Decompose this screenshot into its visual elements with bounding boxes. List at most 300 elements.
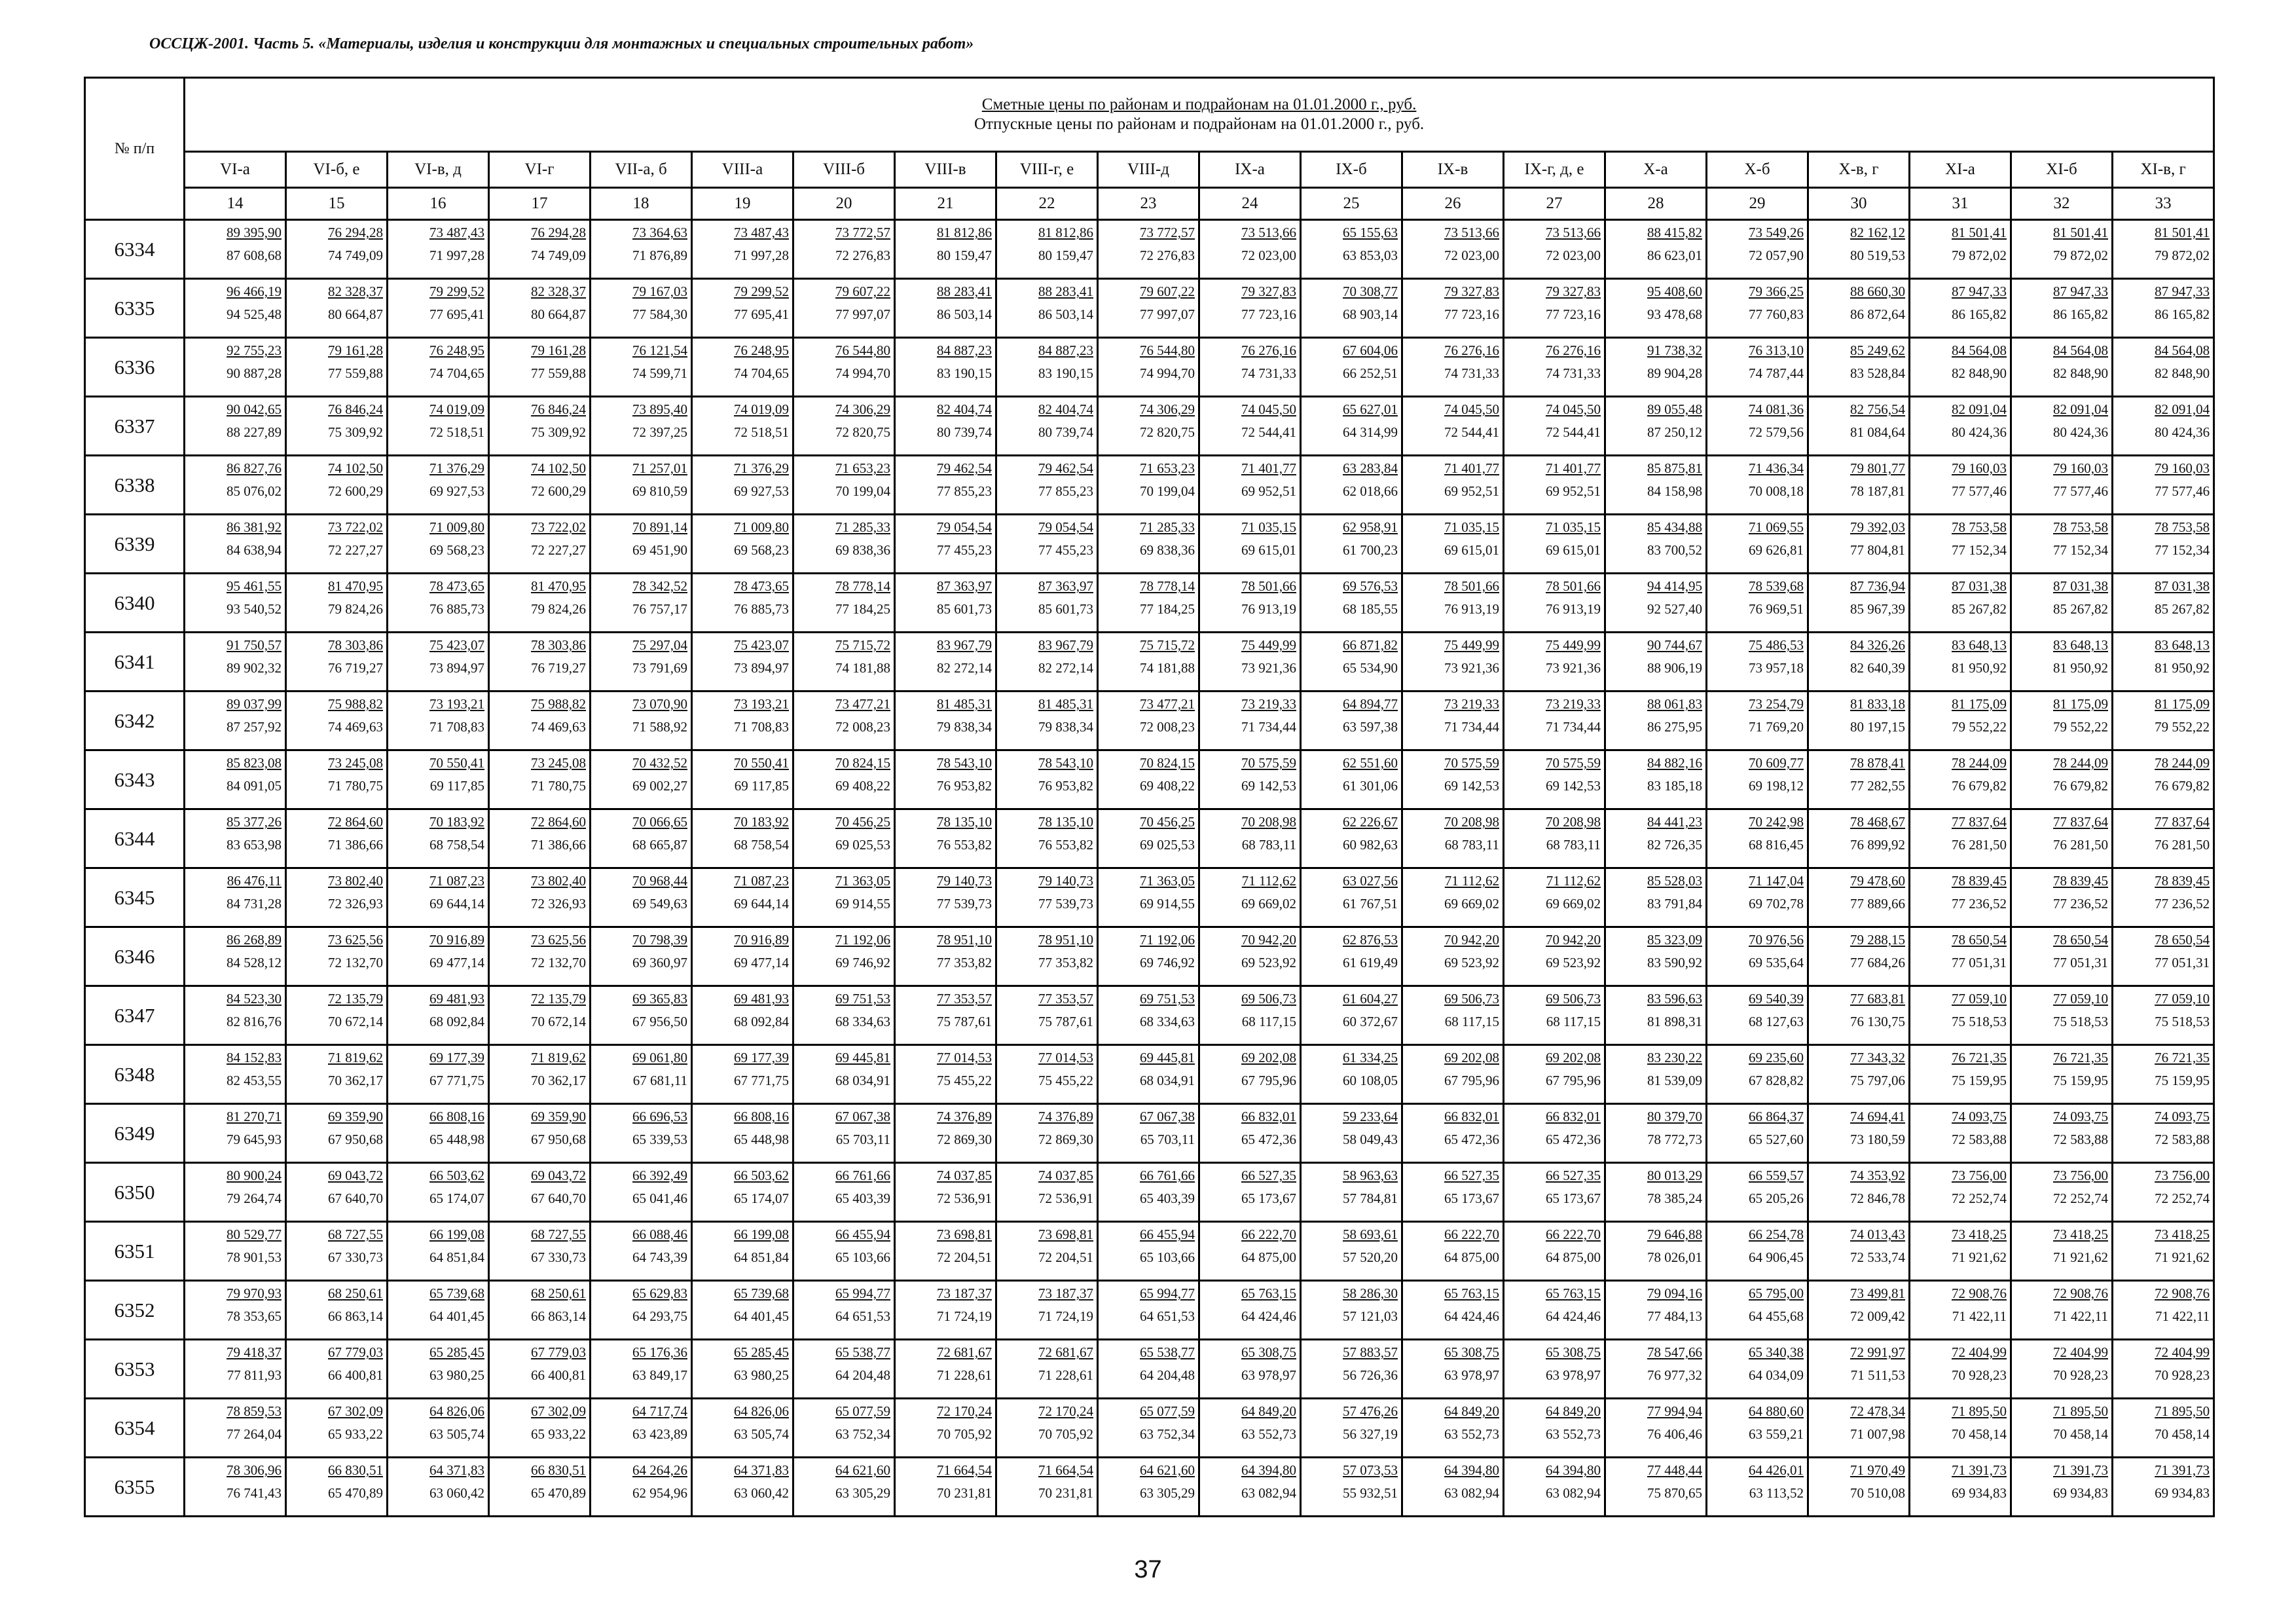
estimate-price: 78 135,10 bbox=[937, 814, 992, 830]
estimate-price-wrap bbox=[1910, 1164, 2010, 1183]
estimate-price: 81 501,41 bbox=[2155, 225, 2210, 240]
row-number: 6343 bbox=[85, 750, 185, 809]
district-header: VIII-а bbox=[692, 152, 793, 188]
estimate-price: 73 219,33 bbox=[1546, 696, 1601, 712]
release-price: 65 703,11 bbox=[1140, 1132, 1195, 1147]
estimate-price-wrap bbox=[1200, 869, 1300, 888]
release-price: 60 372,67 bbox=[1343, 1014, 1398, 1029]
estimate-price: 70 891,14 bbox=[632, 519, 687, 535]
price-cell bbox=[1504, 809, 1605, 868]
price-cell bbox=[489, 338, 591, 397]
estimate-price: 71 436,34 bbox=[1749, 460, 1804, 476]
estimate-price: 73 756,00 bbox=[2155, 1168, 2210, 1183]
estimate-price: 71 112,62 bbox=[1546, 873, 1601, 889]
release-price: 72 326,93 bbox=[328, 896, 383, 912]
table-row bbox=[85, 1104, 2214, 1163]
estimate-price: 58 286,30 bbox=[1343, 1285, 1398, 1301]
estimate-price-wrap bbox=[794, 1458, 894, 1477]
estimate-price: 78 468,67 bbox=[1850, 814, 1905, 830]
price-cell bbox=[489, 220, 591, 279]
release-price: 69 952,51 bbox=[1444, 483, 1499, 499]
price-cell bbox=[1504, 986, 1605, 1045]
district-header-row bbox=[85, 152, 2214, 188]
price-cell bbox=[185, 986, 286, 1045]
estimate-price-wrap bbox=[490, 987, 589, 1006]
estimate-price: 71 391,73 bbox=[1952, 1462, 2007, 1478]
release-price: 72 276,83 bbox=[835, 248, 890, 263]
estimate-price: 79 462,54 bbox=[937, 460, 992, 476]
release-price: 71 422,11 bbox=[2053, 1308, 2108, 1324]
estimate-price: 75 715,72 bbox=[1140, 637, 1195, 653]
release-price: 81 539,09 bbox=[1647, 1073, 1702, 1088]
estimate-price-wrap bbox=[1403, 1223, 1503, 1242]
estimate-price: 72 991,97 bbox=[1850, 1344, 1905, 1360]
price-cell bbox=[1910, 868, 2011, 927]
price-cell bbox=[1808, 279, 1910, 338]
release-price: 76 913,19 bbox=[1546, 601, 1601, 617]
price-cell bbox=[591, 397, 692, 456]
release-price: 77 484,13 bbox=[1647, 1308, 1702, 1324]
estimate-price-wrap bbox=[1707, 633, 1807, 652]
estimate-price-wrap bbox=[287, 397, 386, 416]
table-row bbox=[85, 1458, 2214, 1517]
release-price: 67 828,82 bbox=[1749, 1073, 1804, 1088]
estimate-price-wrap bbox=[1403, 1458, 1503, 1477]
estimate-price: 72 404,99 bbox=[2053, 1344, 2108, 1360]
estimate-price-wrap bbox=[1403, 397, 1503, 416]
release-price: 69 002,27 bbox=[632, 778, 687, 794]
estimate-price: 89 395,90 bbox=[227, 225, 282, 240]
price-cell bbox=[996, 1104, 1098, 1163]
estimate-price-wrap bbox=[896, 280, 995, 299]
price-cell bbox=[286, 692, 388, 750]
estimate-price: 70 575,59 bbox=[1546, 755, 1601, 771]
estimate-price: 91 738,32 bbox=[1647, 342, 1702, 358]
price-cell bbox=[1301, 692, 1402, 750]
estimate-price-wrap bbox=[1606, 1046, 1705, 1065]
estimate-price: 71 192,06 bbox=[1140, 932, 1195, 948]
estimate-price: 66 199,08 bbox=[429, 1227, 484, 1242]
estimate-price-wrap bbox=[1504, 1105, 1604, 1124]
estimate-price: 66 559,57 bbox=[1749, 1168, 1804, 1183]
release-price: 73 894,97 bbox=[429, 660, 484, 676]
estimate-price: 76 721,35 bbox=[2053, 1050, 2108, 1065]
estimate-price-wrap bbox=[388, 456, 488, 475]
price-cell bbox=[2011, 750, 2113, 809]
estimate-price-wrap bbox=[693, 928, 792, 947]
release-price: 77 695,41 bbox=[429, 306, 484, 322]
estimate-price: 73 418,25 bbox=[2155, 1227, 2210, 1242]
column-number: 26 bbox=[1402, 188, 1504, 220]
estimate-price: 86 476,11 bbox=[227, 873, 282, 889]
price-cell bbox=[1199, 1340, 1301, 1399]
release-price: 94 525,48 bbox=[227, 306, 282, 322]
estimate-price: 79 392,03 bbox=[1850, 519, 1905, 535]
price-cell bbox=[2113, 868, 2214, 927]
estimate-price-wrap bbox=[1302, 692, 1401, 711]
release-price: 79 872,02 bbox=[2155, 248, 2210, 263]
release-price: 72 009,42 bbox=[1850, 1308, 1905, 1324]
estimate-price-wrap bbox=[896, 1046, 995, 1065]
release-price: 65 103,66 bbox=[1140, 1249, 1195, 1265]
estimate-price: 65 994,77 bbox=[835, 1285, 890, 1301]
release-price: 67 956,50 bbox=[632, 1014, 687, 1029]
estimate-price: 83 967,79 bbox=[937, 637, 992, 653]
estimate-price: 78 650,54 bbox=[2155, 932, 2210, 948]
release-price: 75 455,22 bbox=[1038, 1073, 1093, 1088]
estimate-price: 95 461,55 bbox=[227, 578, 282, 594]
estimate-price: 73 187,37 bbox=[937, 1285, 992, 1301]
release-price: 80 424,36 bbox=[2053, 424, 2108, 440]
estimate-price-wrap bbox=[997, 397, 1097, 416]
estimate-price-wrap bbox=[2113, 574, 2213, 593]
price-cell bbox=[1402, 1163, 1504, 1222]
price-cell bbox=[388, 750, 489, 809]
price-cell bbox=[2011, 868, 2113, 927]
release-price: 64 424,46 bbox=[1546, 1308, 1601, 1324]
release-price: 65 703,11 bbox=[835, 1132, 890, 1147]
estimate-price: 76 544,80 bbox=[835, 342, 890, 358]
estimate-price: 69 061,80 bbox=[632, 1050, 687, 1065]
release-price: 72 544,41 bbox=[1546, 424, 1601, 440]
estimate-price-wrap bbox=[490, 1046, 589, 1065]
release-price: 77 184,25 bbox=[1140, 601, 1195, 617]
estimate-price-wrap bbox=[1200, 1340, 1300, 1359]
price-cell bbox=[1199, 1045, 1301, 1104]
price-cell bbox=[489, 927, 591, 986]
estimate-price: 67 302,09 bbox=[531, 1403, 586, 1419]
estimate-price: 76 248,95 bbox=[734, 342, 789, 358]
estimate-price-wrap bbox=[287, 1164, 386, 1183]
release-price: 71 921,62 bbox=[2155, 1249, 2210, 1265]
price-cell bbox=[2011, 1163, 2113, 1222]
price-cell bbox=[1910, 397, 2011, 456]
release-price: 75 159,95 bbox=[2053, 1073, 2108, 1088]
release-price: 80 739,74 bbox=[1038, 424, 1093, 440]
estimate-price-wrap bbox=[490, 574, 589, 593]
price-cell bbox=[1707, 456, 1808, 515]
estimate-price: 71 257,01 bbox=[632, 460, 687, 476]
release-price: 69 523,92 bbox=[1546, 955, 1601, 970]
estimate-price-wrap bbox=[591, 280, 691, 299]
release-price: 74 994,70 bbox=[835, 365, 890, 381]
estimate-price-wrap bbox=[591, 928, 691, 947]
estimate-price-wrap bbox=[591, 633, 691, 652]
estimate-price-wrap bbox=[1707, 1458, 1807, 1477]
release-price: 63 305,29 bbox=[835, 1485, 890, 1501]
price-cell bbox=[591, 633, 692, 692]
estimate-price-wrap bbox=[490, 810, 589, 829]
estimate-price-wrap bbox=[1809, 221, 1908, 240]
estimate-price: 80 529,77 bbox=[227, 1227, 282, 1242]
estimate-price-wrap bbox=[1910, 751, 2010, 770]
price-cell bbox=[1605, 220, 1707, 279]
price-cell bbox=[1504, 220, 1605, 279]
estimate-price-wrap bbox=[1910, 280, 2010, 299]
price-cell bbox=[1910, 1045, 2011, 1104]
estimate-price-wrap bbox=[1809, 1223, 1908, 1242]
estimate-price-header: Сметные цены по районам и подрайонам на 01.01.2000 г., руб. bbox=[981, 96, 1417, 113]
price-cell bbox=[1199, 1399, 1301, 1458]
estimate-price: 66 864,37 bbox=[1749, 1109, 1804, 1124]
estimate-price: 65 763,15 bbox=[1444, 1285, 1499, 1301]
release-price: 67 795,96 bbox=[1444, 1073, 1499, 1088]
estimate-price-wrap bbox=[1099, 339, 1198, 358]
price-cell bbox=[996, 1458, 1098, 1517]
release-price: 56 726,36 bbox=[1343, 1367, 1398, 1383]
estimate-price: 78 543,10 bbox=[937, 755, 992, 771]
release-price: 69 644,14 bbox=[734, 896, 789, 912]
estimate-price-wrap bbox=[693, 1458, 792, 1477]
release-price: 68 903,14 bbox=[1343, 306, 1398, 322]
price-cell bbox=[996, 515, 1098, 574]
estimate-price: 71 391,73 bbox=[2053, 1462, 2108, 1478]
estimate-price: 66 392,49 bbox=[632, 1168, 687, 1183]
release-price: 69 117,85 bbox=[734, 778, 789, 794]
price-cell bbox=[1199, 927, 1301, 986]
price-cell bbox=[1910, 456, 2011, 515]
price-cell bbox=[1402, 338, 1504, 397]
column-number: 15 bbox=[286, 188, 388, 220]
release-price: 68 758,54 bbox=[734, 837, 789, 853]
estimate-price: 69 481,93 bbox=[734, 991, 789, 1006]
release-price: 72 252,74 bbox=[2155, 1190, 2210, 1206]
release-price: 70 362,17 bbox=[328, 1073, 383, 1088]
estimate-price: 71 895,50 bbox=[1952, 1403, 2007, 1419]
price-cell bbox=[1098, 456, 1199, 515]
price-cell bbox=[1301, 1399, 1402, 1458]
price-cell bbox=[1301, 1458, 1402, 1517]
estimate-price: 71 819,62 bbox=[531, 1050, 586, 1065]
price-cell bbox=[1402, 456, 1504, 515]
price-cell bbox=[2113, 1163, 2214, 1222]
estimate-price-wrap bbox=[997, 574, 1097, 593]
release-price: 63 082,94 bbox=[1546, 1485, 1601, 1501]
price-cell bbox=[1707, 574, 1808, 633]
price-cell bbox=[1301, 1104, 1402, 1163]
release-price: 63 980,25 bbox=[429, 1367, 484, 1383]
release-price: 63 980,25 bbox=[734, 1367, 789, 1383]
release-price: 70 458,14 bbox=[1952, 1426, 2007, 1442]
row-number: 6352 bbox=[85, 1281, 185, 1340]
release-price: 72 869,30 bbox=[937, 1132, 992, 1147]
price-cell bbox=[1199, 338, 1301, 397]
estimate-price-wrap bbox=[896, 515, 995, 534]
release-price: 77 559,88 bbox=[531, 365, 586, 381]
release-price: 86 275,95 bbox=[1647, 719, 1702, 735]
release-price: 82 848,90 bbox=[2053, 365, 2108, 381]
release-price: 65 448,98 bbox=[429, 1132, 484, 1147]
release-price: 85 601,73 bbox=[1038, 601, 1093, 617]
price-cell bbox=[591, 515, 692, 574]
price-cell bbox=[489, 633, 591, 692]
estimate-price-wrap bbox=[997, 810, 1097, 829]
release-price: 65 174,07 bbox=[734, 1190, 789, 1206]
estimate-price: 64 394,80 bbox=[1546, 1462, 1601, 1478]
estimate-price: 81 175,09 bbox=[2155, 696, 2210, 712]
estimate-price: 70 208,98 bbox=[1444, 814, 1499, 830]
price-cell bbox=[1402, 750, 1504, 809]
price-cell bbox=[489, 1104, 591, 1163]
release-price: 93 478,68 bbox=[1647, 306, 1702, 322]
release-price: 66 252,51 bbox=[1343, 365, 1398, 381]
estimate-price: 73 477,21 bbox=[1140, 696, 1195, 712]
estimate-price-wrap bbox=[490, 339, 589, 358]
estimate-price-wrap bbox=[287, 987, 386, 1006]
price-cell bbox=[1504, 1399, 1605, 1458]
price-cell bbox=[489, 456, 591, 515]
estimate-price: 77 448,44 bbox=[1647, 1462, 1702, 1478]
estimate-price-wrap bbox=[2012, 339, 2111, 358]
estimate-price: 70 550,41 bbox=[734, 755, 789, 771]
price-cell bbox=[1098, 1458, 1199, 1517]
price-cell bbox=[489, 1458, 591, 1517]
estimate-price: 73 802,40 bbox=[531, 873, 586, 889]
estimate-price: 82 091,04 bbox=[2155, 401, 2210, 417]
estimate-price-wrap bbox=[2113, 633, 2213, 652]
estimate-price: 69 177,39 bbox=[429, 1050, 484, 1065]
estimate-price-wrap bbox=[2012, 1046, 2111, 1065]
price-cell bbox=[1402, 868, 1504, 927]
price-cell bbox=[793, 1281, 895, 1340]
estimate-price: 66 503,62 bbox=[429, 1168, 484, 1183]
estimate-price: 66 254,78 bbox=[1749, 1227, 1804, 1242]
estimate-price: 67 604,06 bbox=[1343, 342, 1398, 358]
release-price: 65 103,66 bbox=[835, 1249, 890, 1265]
estimate-price: 79 327,83 bbox=[1546, 284, 1601, 299]
release-price: 74 749,09 bbox=[328, 248, 383, 263]
release-price: 76 913,19 bbox=[1241, 601, 1296, 617]
estimate-price-wrap bbox=[591, 1340, 691, 1359]
estimate-price: 58 693,61 bbox=[1343, 1227, 1398, 1242]
estimate-price-wrap bbox=[1606, 397, 1705, 416]
estimate-price-wrap bbox=[794, 692, 894, 711]
release-price: 78 026,01 bbox=[1647, 1249, 1702, 1265]
price-cell bbox=[996, 809, 1098, 868]
estimate-price: 69 235,60 bbox=[1749, 1050, 1804, 1065]
release-price: 70 672,14 bbox=[531, 1014, 586, 1029]
estimate-price: 82 404,74 bbox=[1038, 401, 1093, 417]
release-price: 72 057,90 bbox=[1749, 248, 1804, 263]
estimate-price-wrap bbox=[693, 515, 792, 534]
release-price: 72 397,25 bbox=[632, 424, 687, 440]
release-price: 77 539,73 bbox=[937, 896, 992, 912]
release-price: 75 518,53 bbox=[2155, 1014, 2210, 1029]
price-cell bbox=[185, 692, 286, 750]
estimate-price-wrap bbox=[388, 928, 488, 947]
estimate-price-wrap bbox=[1910, 633, 2010, 652]
price-cell bbox=[591, 220, 692, 279]
price-cell bbox=[895, 868, 996, 927]
price-cell bbox=[1707, 279, 1808, 338]
release-price: 69 626,81 bbox=[1749, 542, 1804, 558]
estimate-price-wrap bbox=[1099, 751, 1198, 770]
estimate-price: 69 202,08 bbox=[1241, 1050, 1296, 1065]
estimate-price: 77 059,10 bbox=[1952, 991, 2007, 1006]
estimate-price-wrap bbox=[693, 1223, 792, 1242]
estimate-price: 70 208,98 bbox=[1546, 814, 1601, 830]
price-cell bbox=[2011, 809, 2113, 868]
estimate-price-wrap bbox=[1099, 987, 1198, 1006]
release-price: 74 704,65 bbox=[734, 365, 789, 381]
release-price: 64 651,53 bbox=[835, 1308, 890, 1324]
estimate-price-wrap bbox=[896, 1458, 995, 1477]
release-price: 69 615,01 bbox=[1546, 542, 1601, 558]
column-number: 28 bbox=[1605, 188, 1707, 220]
price-cell bbox=[1707, 986, 1808, 1045]
estimate-price: 71 401,77 bbox=[1444, 460, 1499, 476]
price-cell bbox=[388, 1458, 489, 1517]
estimate-price: 77 353,57 bbox=[1038, 991, 1093, 1006]
release-price: 75 455,22 bbox=[937, 1073, 992, 1088]
price-cell bbox=[1098, 1045, 1199, 1104]
estimate-price-wrap bbox=[1809, 339, 1908, 358]
estimate-price: 78 951,10 bbox=[1038, 932, 1093, 948]
estimate-price: 72 170,24 bbox=[937, 1403, 992, 1419]
estimate-price: 73 254,79 bbox=[1749, 696, 1804, 712]
price-cell bbox=[1098, 574, 1199, 633]
release-price: 70 231,81 bbox=[937, 1485, 992, 1501]
estimate-price: 69 751,53 bbox=[835, 991, 890, 1006]
price-cell bbox=[1605, 515, 1707, 574]
estimate-price-wrap bbox=[2012, 692, 2111, 711]
release-price: 77 539,73 bbox=[1038, 896, 1093, 912]
price-cell bbox=[185, 220, 286, 279]
release-price: 73 894,97 bbox=[734, 660, 789, 676]
price-cell bbox=[591, 1163, 692, 1222]
estimate-price-wrap bbox=[591, 987, 691, 1006]
release-price: 77 695,41 bbox=[734, 306, 789, 322]
estimate-price: 75 715,72 bbox=[835, 637, 890, 653]
release-price: 77 236,52 bbox=[2155, 896, 2210, 912]
estimate-price: 79 054,54 bbox=[1038, 519, 1093, 535]
estimate-price-wrap bbox=[794, 574, 894, 593]
price-cell bbox=[2113, 692, 2214, 750]
release-price: 70 199,04 bbox=[835, 483, 890, 499]
price-cell bbox=[185, 809, 286, 868]
price-cell bbox=[1301, 456, 1402, 515]
estimate-price: 77 837,64 bbox=[2053, 814, 2108, 830]
release-price: 83 185,18 bbox=[1647, 778, 1702, 794]
district-header: IX-г, д, е bbox=[1504, 152, 1605, 188]
estimate-price: 72 681,67 bbox=[937, 1344, 992, 1360]
estimate-price: 78 501,66 bbox=[1444, 578, 1499, 594]
estimate-price: 74 093,75 bbox=[1952, 1109, 2007, 1124]
estimate-price: 65 763,15 bbox=[1546, 1285, 1601, 1301]
release-price: 86 623,01 bbox=[1647, 248, 1702, 263]
release-price: 76 953,82 bbox=[937, 778, 992, 794]
estimate-price: 72 908,76 bbox=[2053, 1285, 2108, 1301]
price-cell bbox=[388, 927, 489, 986]
estimate-price-wrap bbox=[896, 692, 995, 711]
release-price: 71 422,11 bbox=[1952, 1308, 2007, 1324]
release-price: 76 553,82 bbox=[1038, 837, 1093, 853]
estimate-price: 84 523,30 bbox=[227, 991, 282, 1006]
price-cell bbox=[692, 1340, 793, 1399]
release-price: 88 906,19 bbox=[1647, 660, 1702, 676]
estimate-price: 81 501,41 bbox=[1952, 225, 2007, 240]
price-cell bbox=[286, 279, 388, 338]
price-cell bbox=[2011, 338, 2113, 397]
estimate-price: 73 802,40 bbox=[328, 873, 383, 889]
release-price: 79 872,02 bbox=[1952, 248, 2007, 263]
price-span-header bbox=[185, 78, 2214, 152]
price-cell bbox=[185, 1399, 286, 1458]
release-price: 77 051,31 bbox=[2155, 955, 2210, 970]
estimate-price: 69 481,93 bbox=[429, 991, 484, 1006]
district-header: VI-б, е bbox=[286, 152, 388, 188]
release-price: 71 724,19 bbox=[937, 1308, 992, 1324]
